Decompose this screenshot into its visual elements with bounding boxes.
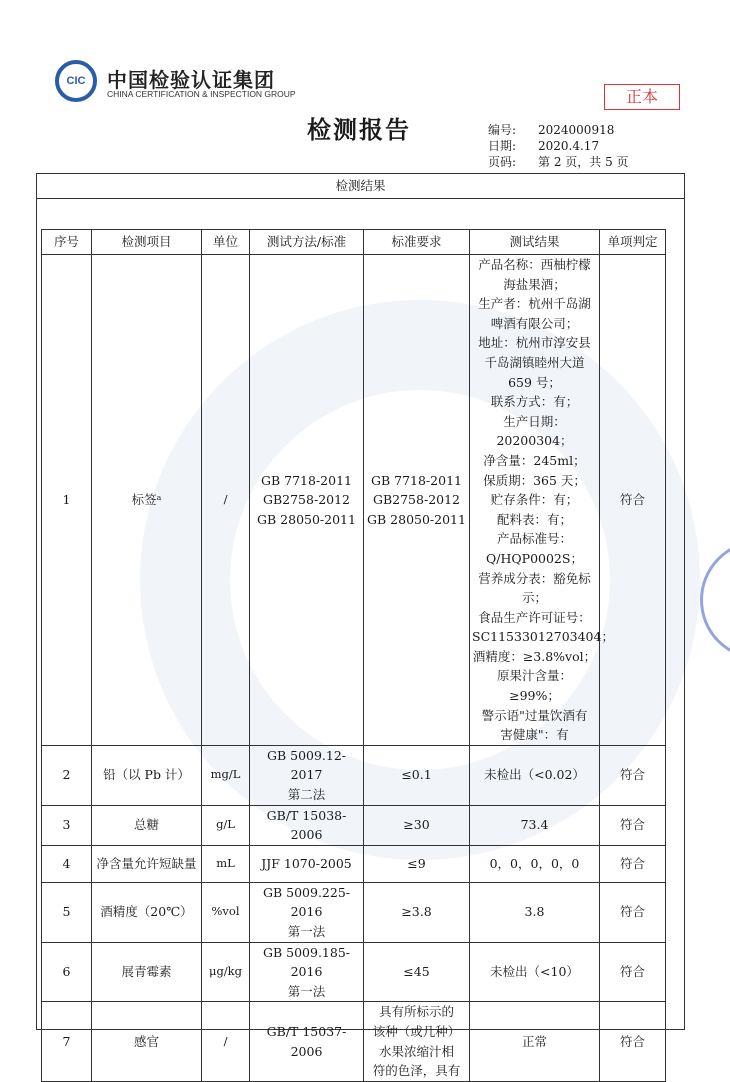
test-item: 展青霉素	[92, 942, 202, 1002]
org-name-cn: 中国检验认证集团	[107, 68, 275, 92]
result-cell-line: 净含量：245ml；	[483, 452, 586, 468]
col-header: 测试结果	[470, 230, 600, 255]
method-cell	[250, 745, 364, 805]
table-row	[42, 1002, 666, 1081]
result-cell-line: 73.4	[520, 817, 549, 833]
table-row	[42, 805, 666, 845]
result-cell-line: 营养成分表：豁免标	[478, 570, 591, 586]
requirement-cell	[364, 745, 470, 805]
result-cell-line: 啤酒有限公司；	[490, 315, 579, 331]
method-cell-line: 第一法	[287, 924, 326, 939]
requirement-cell-line: GB 28050-2011	[367, 511, 466, 527]
method-cell-line: GB 5009.185-2016	[262, 944, 350, 980]
requirement-cell	[364, 1002, 470, 1081]
row-number: 7	[42, 1002, 92, 1081]
row-number: 4	[42, 845, 92, 882]
method-cell-line: GB/T 15038-2006	[266, 807, 347, 843]
col-header: 测试方法/标准	[250, 230, 364, 255]
test-item: 铅（以 Pb 计）	[92, 745, 202, 805]
method-cell-line: JJF 1070-2005	[261, 856, 352, 872]
table-row	[42, 845, 666, 882]
method-cell	[250, 845, 364, 882]
requirement-cell-line: ≥30	[403, 817, 430, 833]
requirement-cell-line: ≤0.1	[401, 767, 432, 783]
result-cell	[470, 845, 600, 882]
org-name-en: CHINA CERTIFICATION & INSPECTION GROUP	[107, 89, 296, 99]
method-cell	[250, 942, 364, 1002]
col-header: 单项判定	[600, 230, 666, 255]
result-cell-line: 未检出（<0.02）	[484, 767, 585, 783]
method-cell	[250, 1002, 364, 1081]
verdict-cell: 符合	[600, 745, 666, 805]
result-cell-line: 产品名称：西柚柠檬	[478, 257, 591, 272]
test-item: 净含量允许短缺量	[92, 845, 202, 882]
table-header-row	[42, 230, 666, 255]
result-cell	[470, 1002, 600, 1081]
method-cell-line: GB 5009.225-2016	[262, 884, 350, 920]
requirement-cell-line: GB 7718-2011	[371, 472, 462, 488]
result-cell-line: 正常	[521, 1033, 547, 1049]
row-number: 5	[42, 882, 92, 942]
unit-cell: /	[202, 255, 250, 746]
method-cell-line: GB 28050-2011	[257, 511, 356, 527]
result-cell-line: 害健康"：有	[500, 727, 569, 743]
test-item: 感官	[92, 1002, 202, 1081]
method-cell-line: GB2758-2012	[262, 492, 351, 508]
verdict-cell: 符合	[600, 942, 666, 1002]
method-cell	[250, 255, 364, 746]
verdict-cell: 符合	[600, 882, 666, 942]
meta-report-no: 编号: 2024000918	[488, 123, 615, 137]
result-cell-line: 3.8	[524, 904, 545, 920]
result-cell-line: 示；	[521, 590, 547, 606]
result-cell	[470, 882, 600, 942]
method-cell-line: GB 5009.12-2017	[266, 747, 347, 783]
result-cell-line: 食品生产许可证号：	[478, 609, 591, 625]
unit-cell: mg/L	[202, 745, 250, 805]
table-row	[42, 745, 666, 805]
method-cell	[250, 805, 364, 845]
result-cell-line: 酒精度：≥3.8%vol；	[472, 648, 597, 664]
test-item: 标签ᵃ	[92, 255, 202, 746]
table-row	[42, 255, 666, 746]
requirement-cell-line: ≤9	[407, 856, 426, 872]
method-cell-line: 第一法	[287, 983, 326, 999]
result-cell-line: 千岛湖镇睦州大道	[484, 354, 585, 370]
verdict-cell: 符合	[600, 845, 666, 882]
original-copy-stamp: 正本	[604, 84, 680, 110]
unit-cell: μg/kg	[202, 942, 250, 1002]
requirement-cell-line: 具有所标示的	[378, 1004, 454, 1020]
section-title: 检测结果	[36, 173, 685, 199]
result-cell	[470, 255, 614, 746]
requirement-cell-line: 符的色泽，具有	[372, 1063, 461, 1079]
result-cell-line: SC11533012703404；	[472, 629, 614, 645]
result-cell-line: 生产日期：20200304；	[496, 413, 573, 449]
row-number: 3	[42, 805, 92, 845]
result-cell	[470, 745, 600, 805]
requirement-cell-line: ≤45	[403, 964, 430, 980]
result-cell	[470, 942, 600, 1002]
result-cell-line: 贮存条件：有；	[490, 492, 579, 508]
result-cell-line: Q/HQP0002S；	[486, 550, 583, 566]
unit-cell: mL	[202, 845, 250, 882]
requirement-cell	[364, 255, 470, 746]
official-seal	[700, 540, 730, 660]
col-header: 标准要求	[364, 230, 470, 255]
method-cell-line: GB 7718-2011	[261, 472, 352, 488]
result-cell-line: 产品标准号：	[496, 531, 572, 547]
method-cell-line: GB/T 15037-2006	[266, 1023, 347, 1059]
result-cell-line: 联系方式：有；	[490, 394, 579, 410]
row-number: 2	[42, 745, 92, 805]
unit-cell: g/L	[202, 805, 250, 845]
result-cell-line: 保质期：365 天；	[483, 472, 586, 488]
meta-page: 页码: 第 2 页，共 5 页	[488, 155, 629, 169]
verdict-cell: 符合	[600, 805, 666, 845]
requirement-cell	[364, 942, 470, 1002]
col-header: 检测项目	[92, 230, 202, 255]
result-cell-line: 地址：杭州市淳安县	[478, 335, 591, 351]
verdict-cell: 符合	[600, 1002, 666, 1081]
result-cell	[470, 805, 600, 845]
requirement-cell	[364, 845, 470, 882]
method-cell	[250, 882, 364, 942]
requirement-cell	[364, 882, 470, 942]
result-cell-line: 未检出（<10）	[490, 964, 579, 980]
cic-logo-icon: CIC	[55, 60, 97, 102]
row-number: 1	[42, 255, 92, 746]
unit-cell: /	[202, 1002, 250, 1081]
result-cell-line: 659 号；	[508, 374, 561, 390]
test-item: 总糖	[92, 805, 202, 845]
row-number: 6	[42, 942, 92, 1002]
meta-date: 日期: 2020.4.17	[488, 139, 600, 153]
result-cell-line: 配料表：有；	[496, 511, 572, 527]
col-header: 序号	[42, 230, 92, 255]
report-title: 检测报告	[307, 116, 411, 144]
result-cell-line: 0，0，0，0，0	[489, 856, 580, 872]
unit-cell: %vol	[202, 882, 250, 942]
table-row	[42, 882, 666, 942]
method-cell-line: 第二法	[287, 787, 326, 803]
test-item: 酒精度（20℃）	[92, 882, 202, 942]
result-cell-line: 生产者：杭州千岛湖	[478, 296, 591, 312]
requirement-cell-line: GB2758-2012	[372, 492, 461, 508]
requirement-cell-line: 水果浓缩汁相	[378, 1043, 454, 1059]
requirement-cell-line: ≥3.8	[401, 904, 432, 920]
requirement-cell	[364, 805, 470, 845]
results-table	[41, 229, 666, 1082]
requirement-cell-line: 该种（或几种）	[372, 1023, 461, 1039]
table-row	[42, 942, 666, 1002]
verdict-cell: 符合	[600, 255, 666, 746]
result-cell-line: 原果汁含量：≥99%；	[496, 668, 572, 704]
result-cell-line: 警示语"过量饮酒有	[481, 707, 588, 723]
col-header: 单位	[202, 230, 250, 255]
result-cell-line: 海盐果酒；	[503, 276, 566, 292]
